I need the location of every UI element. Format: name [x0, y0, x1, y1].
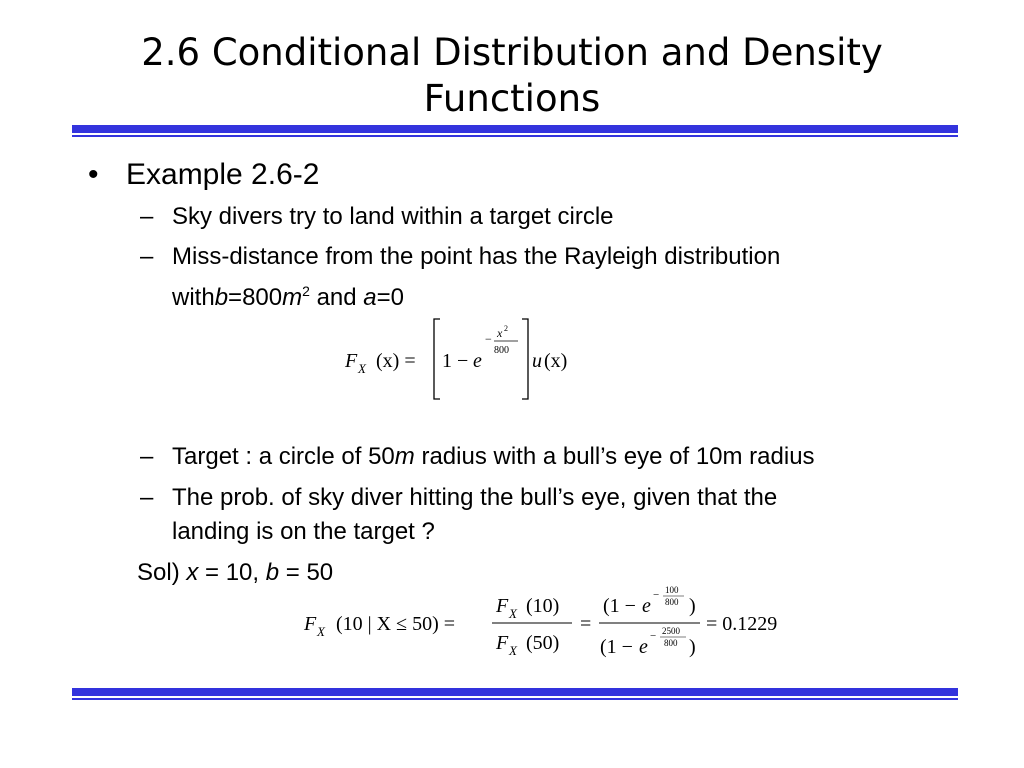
top-divider-thin: [72, 135, 958, 137]
sub-item-3-rest: radius with a bull’s eye of 10m radius: [414, 443, 815, 470]
eq1-u-arg: (x): [544, 350, 568, 372]
eq2-den-sub: X: [509, 643, 517, 658]
eq1-arg: (x) =: [376, 350, 416, 372]
eq1-e: e: [473, 350, 482, 372]
eq2-den-F: F: [496, 632, 509, 654]
dash: –: [140, 203, 154, 230]
eq2-exp1-neg: −: [653, 589, 660, 601]
eq1-sub: X: [358, 361, 366, 376]
eq1-one-minus: 1 −: [442, 350, 469, 372]
sub-item-3-text-wrap: [172, 440, 815, 474]
eq2-paren-num: (1 −: [603, 595, 636, 617]
sub-item-4-line-2: landing is on the target ?: [172, 518, 435, 545]
conditional-probability-equation: [300, 585, 810, 665]
left-bracket: [434, 319, 440, 399]
eq1-exp-den: 800: [494, 345, 509, 356]
rayleigh-cdf-equation: [330, 315, 600, 405]
var-a: a: [363, 284, 377, 311]
sub-item-4-text: The prob. of sky diver hitting the bull’s eye, given that the: [172, 484, 778, 511]
unit-m: m: [282, 284, 303, 311]
eq2-num-e: e: [642, 595, 651, 617]
eq1-exp-num: x: [497, 326, 503, 340]
eq1-exp-num-sup: 2: [504, 324, 508, 333]
sub-item-1-text: Sky divers try to land within a target circle: [172, 203, 614, 230]
b-value: =800: [228, 284, 283, 311]
eq2-num-arg: (10): [526, 595, 560, 617]
b-value: = 50: [279, 559, 334, 586]
example-heading: Example 2.6-2: [126, 158, 320, 191]
eq2-paren-den: (1 −: [600, 636, 633, 658]
eq2-num-sub: X: [509, 606, 517, 621]
sol-label: Sol): [137, 559, 187, 586]
unit-m: m: [394, 443, 415, 470]
eq2-exp1-den: 800: [665, 597, 679, 607]
eq2-sub: X: [317, 624, 325, 639]
bullet-dot: •: [88, 158, 99, 191]
eq2-num-F: F: [496, 595, 509, 617]
eq2-lhs-arg: (10 | X ≤ 50) =: [336, 613, 456, 635]
sub-item-3-text: Target : a circle of 50: [172, 443, 395, 470]
eq2-exp2-den: 800: [664, 638, 678, 648]
var-b: b: [214, 284, 229, 311]
sub-item-2-line-2: [172, 274, 404, 315]
title-line-1: 2.6 Conditional Distribution and Density: [141, 31, 883, 74]
solution-line: [137, 559, 333, 587]
title-line-2: Functions: [423, 77, 601, 120]
eq2-equals: =: [580, 613, 592, 635]
unit-exponent: 2: [302, 283, 310, 299]
eq2-den-close: ): [689, 636, 696, 658]
slide-title: [0, 30, 1024, 122]
eq2-den-e: e: [639, 636, 648, 658]
eq1-F: F: [345, 350, 358, 372]
eq1-exp-neg: −: [485, 332, 492, 346]
top-divider-thick: [72, 125, 958, 133]
with-text: with: [172, 284, 215, 311]
bottom-divider-thick: [72, 688, 958, 696]
a-value: =0: [376, 284, 405, 311]
and-text: and: [309, 284, 364, 311]
right-bracket: [522, 319, 528, 399]
bottom-divider: [72, 688, 958, 700]
dash: –: [140, 484, 154, 511]
eq2-den-arg: (50): [526, 632, 560, 654]
eq2-num-close: ): [689, 595, 696, 617]
eq2-result: = 0.1229: [706, 613, 778, 635]
eq2-exp1-num: 100: [665, 585, 679, 595]
sub-item-2-text: Miss-distance from the point has the Rayleigh distribution: [172, 243, 781, 270]
var-b: b: [265, 559, 280, 586]
eq2-exp2-neg: −: [650, 630, 657, 642]
x-value: = 10,: [198, 559, 266, 586]
var-x: x: [186, 559, 199, 586]
bottom-divider-thin: [72, 698, 958, 700]
dash: –: [140, 243, 154, 270]
top-divider: [72, 125, 958, 137]
eq1-u: u: [532, 350, 542, 372]
eq2-F: F: [304, 613, 317, 635]
eq2-exp2-num: 2500: [662, 626, 680, 636]
dash: –: [140, 443, 154, 470]
